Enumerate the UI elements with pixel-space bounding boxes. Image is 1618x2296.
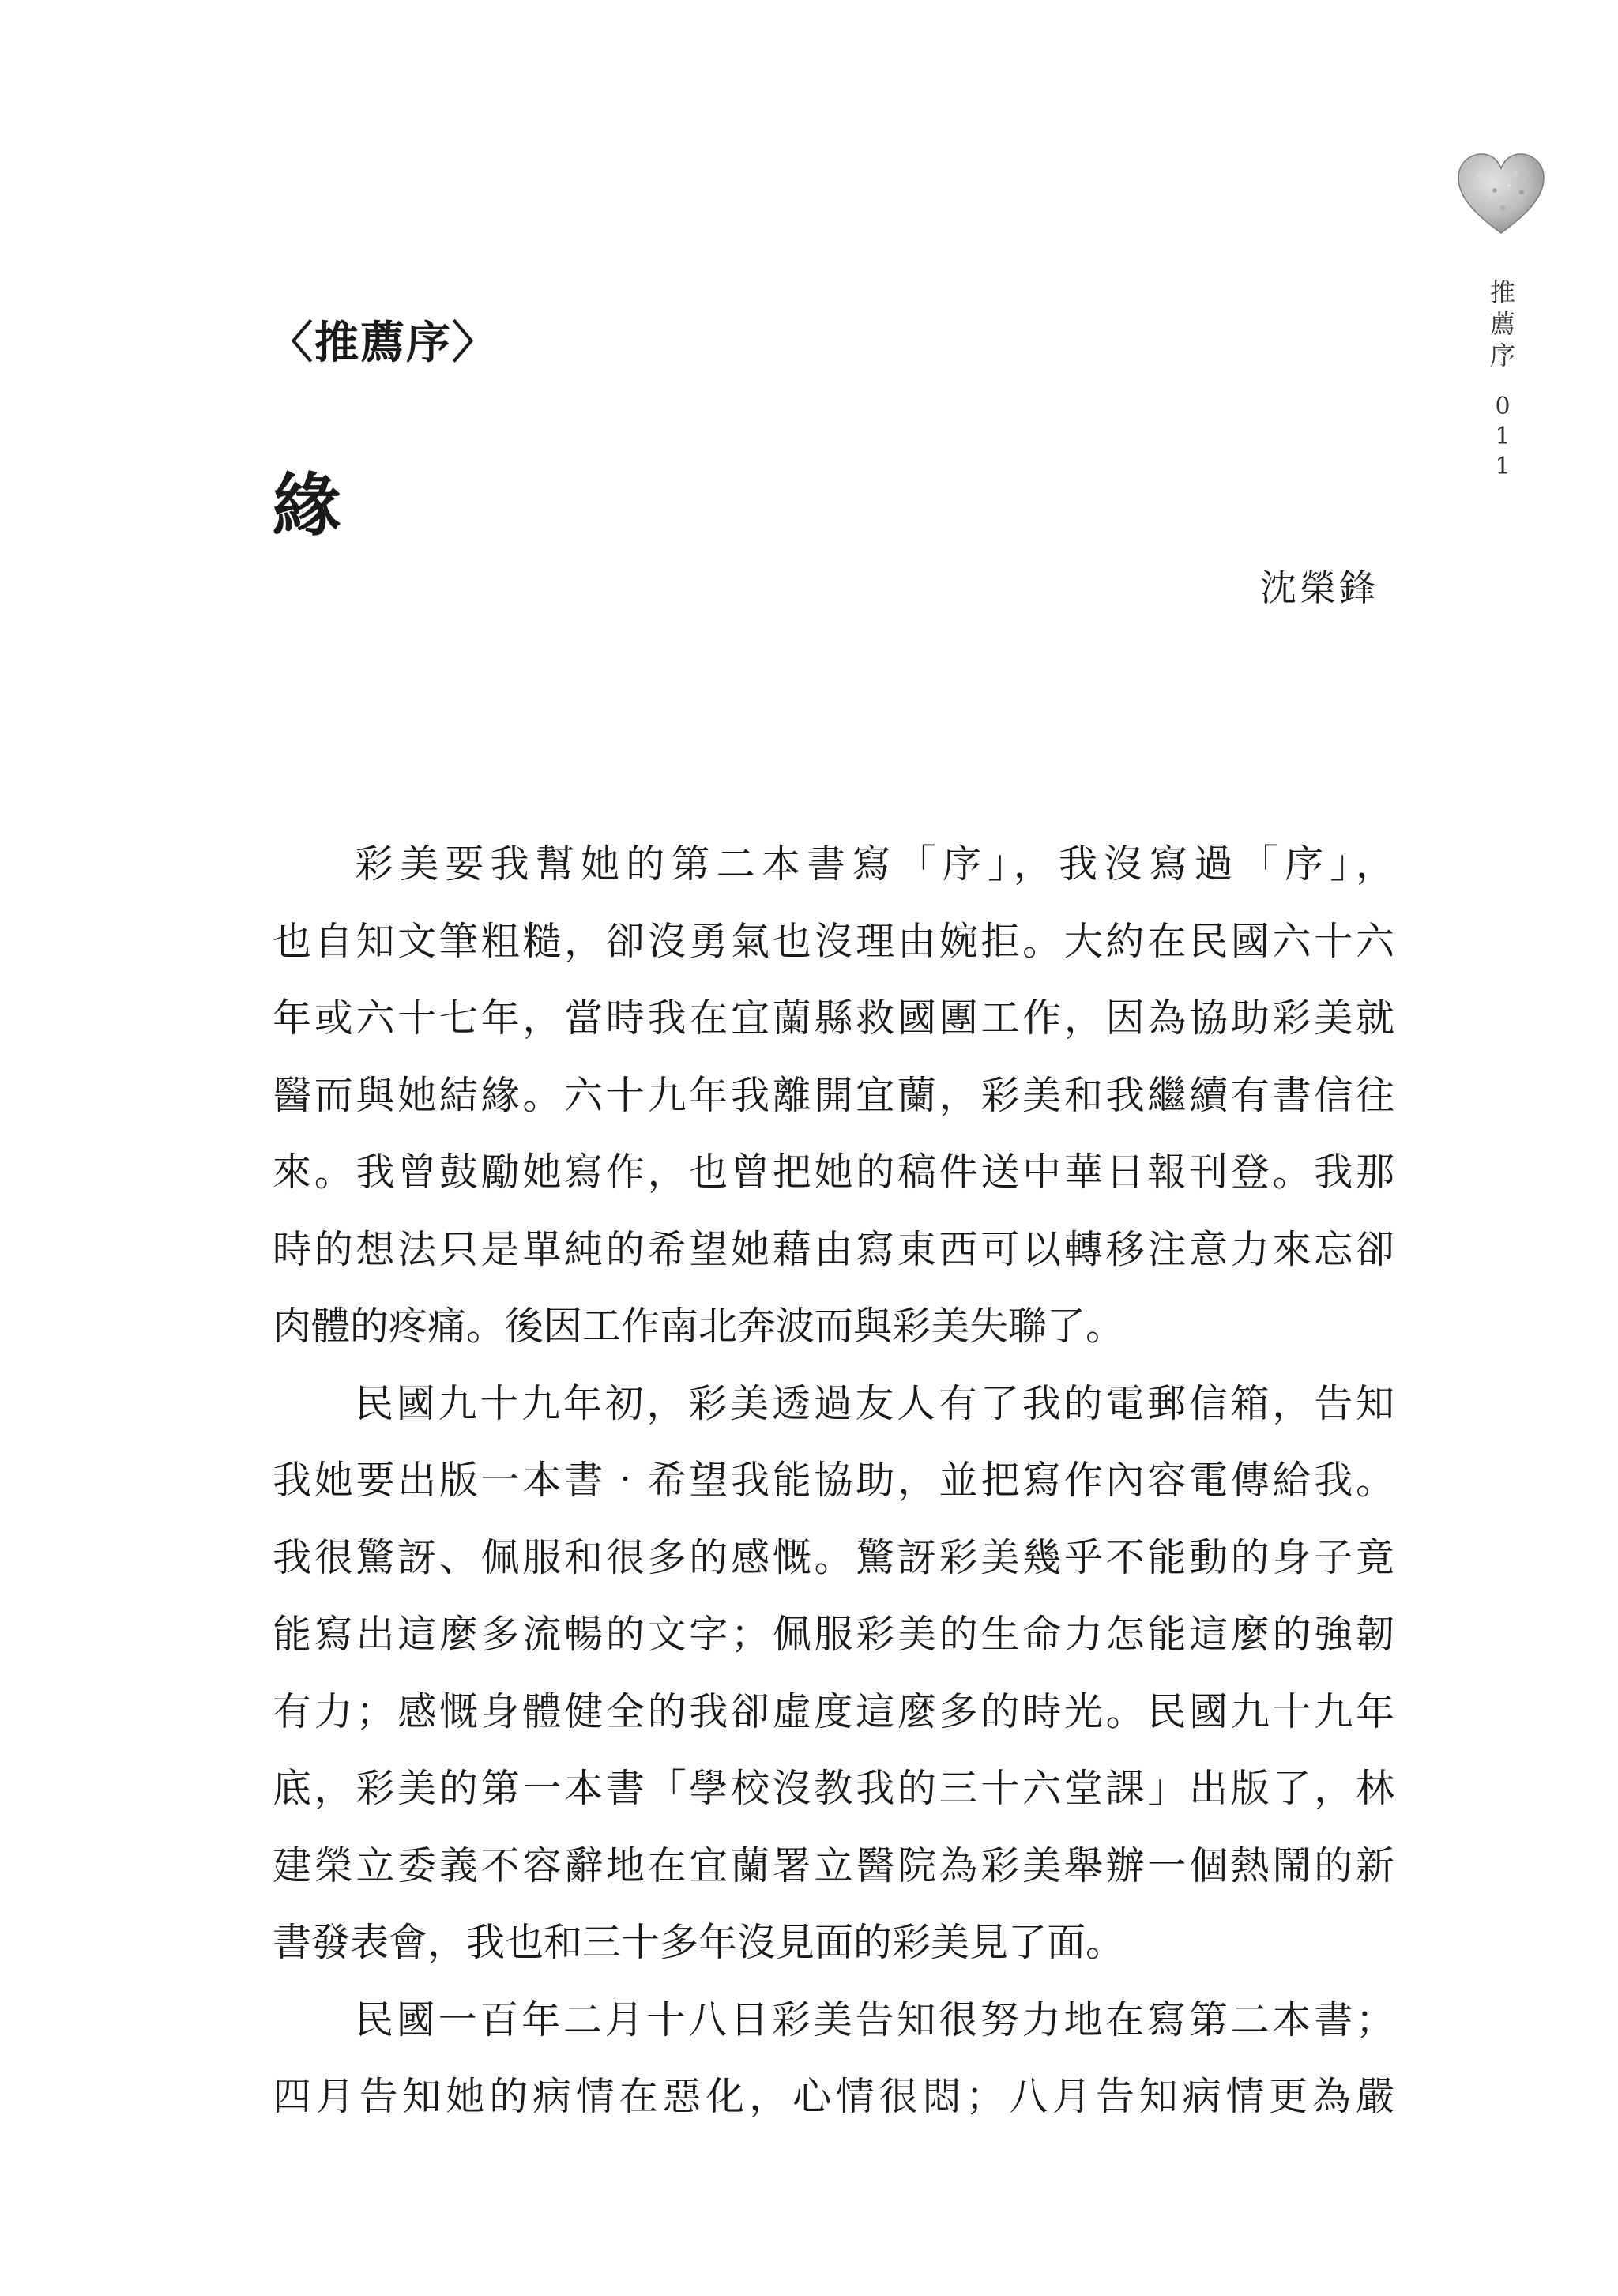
page-number: 011 — [1495, 393, 1511, 480]
paragraph-line: 肉體的疼痛。後因工作南北奔波而與彩美失聯了。 — [273, 1304, 1125, 1349]
running-head — [1485, 277, 1520, 482]
paragraph-line: 也自知文筆粗糙，卻沒勇氣也沒理由婉拒。大約在民國六十六 — [273, 918, 1394, 964]
heart-emblem — [1454, 146, 1548, 241]
paragraph-line: 民國九十九年初，彩美透過友人有了我的電郵信箱，告知 — [355, 1380, 1394, 1426]
paragraph-line: 年或六十七年，當時我在宜蘭縣救國團工作，因為協助彩美就 — [273, 996, 1394, 1041]
body-text — [273, 826, 1394, 2136]
paragraph-line: 我她要出版一本書‧希望我能協助，並把寫作內容電傳給我。 — [273, 1458, 1394, 1503]
heart-icon — [1454, 146, 1548, 241]
paragraph-line: 四月告知她的病情在惡化，心情很悶；八月告知病情更為嚴 — [273, 2074, 1394, 2119]
running-head-section: 推薦序 — [1489, 277, 1515, 371]
section-label: 〈推薦序〉 — [269, 317, 498, 369]
paragraph-line: 民國一百年二月十八日彩美告知很努力地在寫第二本書； — [355, 1997, 1394, 2042]
page-title: 緣 — [273, 465, 341, 545]
paragraph-line: 時的想法只是單純的希望她藉由寫東西可以轉移注意力來忘卻 — [273, 1226, 1394, 1272]
paragraph-line: 來。我曾鼓勵她寫作，也曾把她的稿件送中華日報刊登。我那 — [273, 1150, 1394, 1195]
paragraph-line: 醫而與她結緣。六十九年我離開宜蘭，彩美和我繼續有書信往 — [273, 1072, 1394, 1118]
paragraph-line: 我很驚訝、佩服和很多的感慨。驚訝彩美幾乎不能動的身子竟 — [273, 1534, 1394, 1580]
paragraph-line: 底，彩美的第一本書「學校沒教我的三十六堂課」出版了，林 — [273, 1766, 1394, 1811]
paragraph-line: 建榮立委義不容辭地在宜蘭署立醫院為彩美舉辦一個熱鬧的新 — [273, 1842, 1394, 1888]
author-name: 沈榮鋒 — [1260, 566, 1379, 609]
paragraph-line: 彩美要我幫她的第二本書寫「序」，我沒寫過「序」， — [355, 841, 1394, 886]
paragraph-line: 有力；感慨身體健全的我卻虛度這麼多的時光。民國九十九年 — [273, 1688, 1394, 1734]
paragraph-line: 能寫出這麼多流暢的文字；佩服彩美的生命力怎能這麼的強韌 — [273, 1612, 1394, 1657]
paragraph-line: 書發表會，我也和三十多年沒見面的彩美見了面。 — [273, 1920, 1125, 1965]
